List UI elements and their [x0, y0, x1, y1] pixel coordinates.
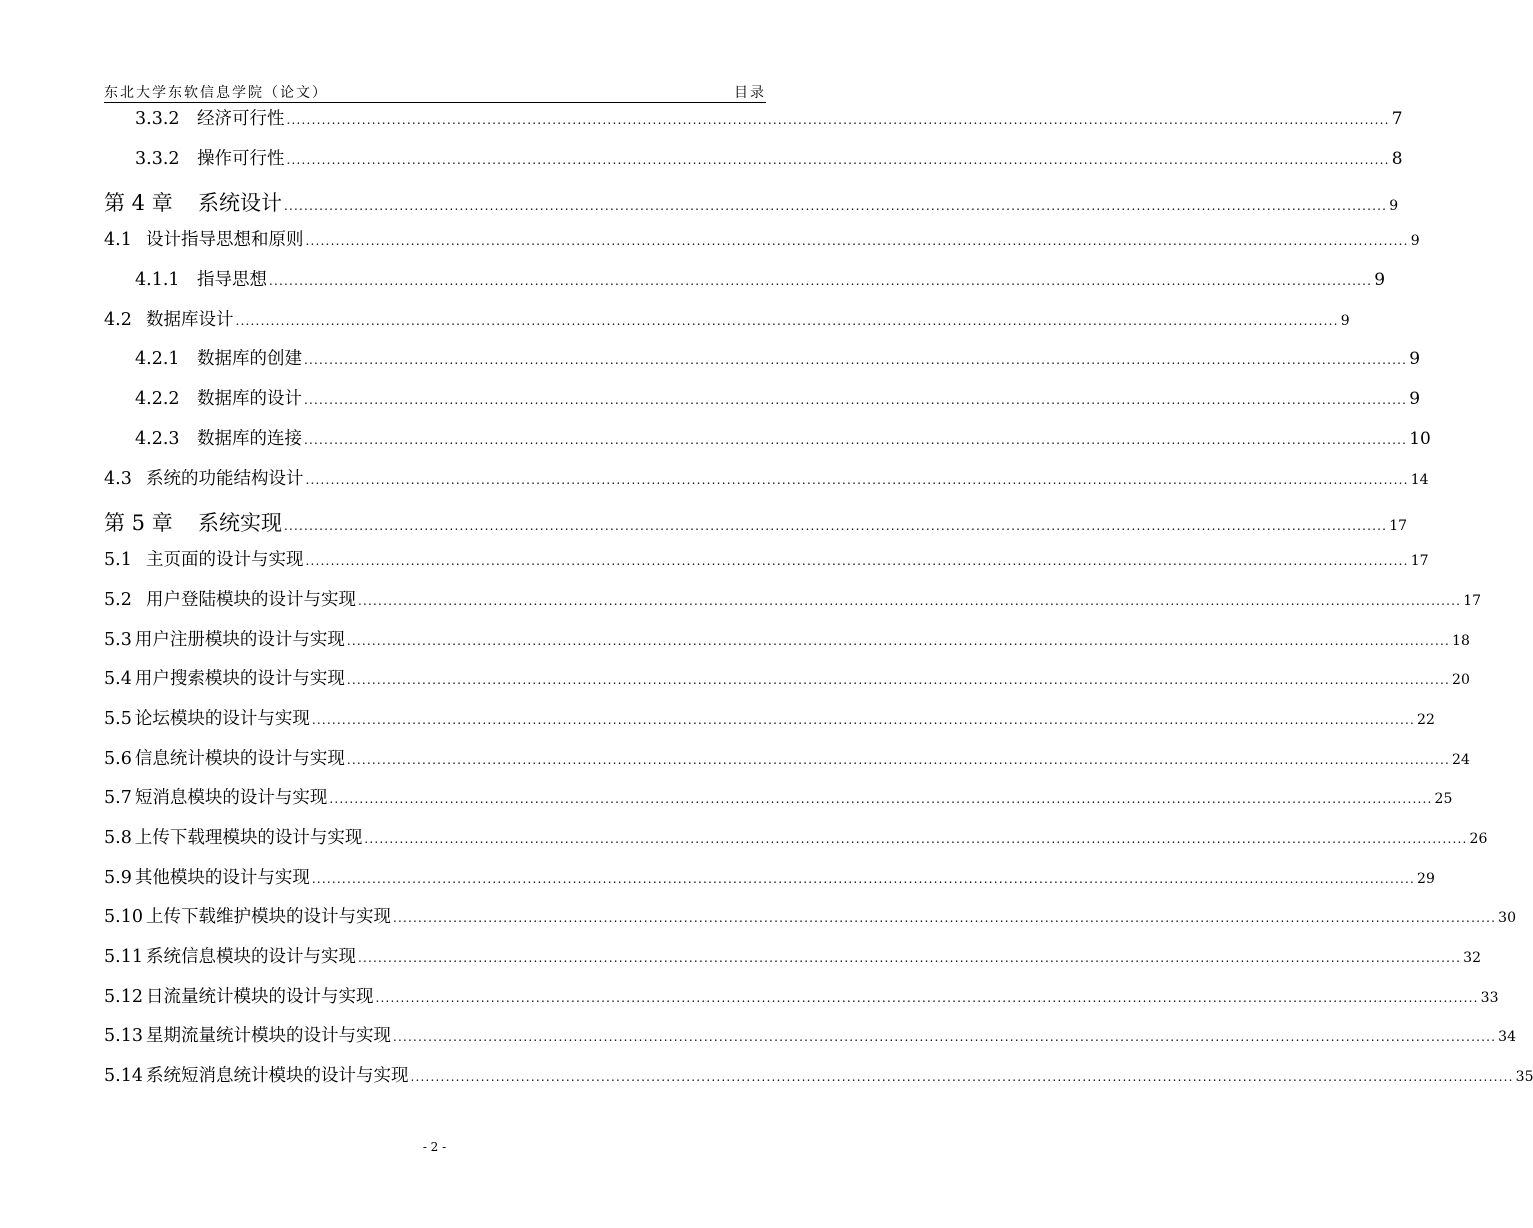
toc-entry-title: 数据库的设计 [197, 389, 302, 410]
toc-entry[interactable] [104, 462, 1429, 502]
toc-entry-text [104, 980, 373, 1014]
toc-leader-dots: ............................................................................................................................................................................................................................ [235, 313, 1339, 328]
toc-entry-text [104, 1019, 391, 1053]
toc-leader-dots: ............................................................................................................................................................................................................................ [392, 1030, 1497, 1045]
toc-entry-number: 5.8 [104, 828, 132, 848]
toc-entry-title: 论坛模块的设计与实现 [134, 708, 310, 729]
toc-entry-page: 8 [1391, 148, 1403, 169]
toc-entry[interactable] [104, 1059, 1533, 1099]
toc-leader-dots: ............................................................................................................................................................................................................................ [305, 234, 1409, 249]
toc-entry-title: 操作可行性 [197, 148, 285, 169]
toc-entry-title: 设计指导思想和原则 [146, 230, 304, 251]
toc-entry-text [104, 543, 304, 577]
toc-entry-number: 5.6 [104, 748, 132, 769]
toc-entry[interactable] [104, 583, 1482, 623]
toc-entry-page: 17 [1463, 592, 1482, 609]
toc-entry-page: 30 [1498, 910, 1516, 927]
toc-entry[interactable] [104, 821, 1488, 861]
toc-entry-page: 24 [1452, 751, 1470, 768]
toc-entry[interactable] [104, 181, 1399, 223]
toc-entry-number: 4.3 [104, 468, 132, 489]
toc-entry-page: 9 [1340, 312, 1350, 329]
page-number: - 2 - [422, 1140, 447, 1154]
toc-entry-number: 4.2.1 [135, 349, 180, 370]
toc-entry-page: 29 [1417, 870, 1435, 887]
toc-leader-dots: ............................................................................................................................................................................................................................ [305, 554, 1409, 569]
toc-entry-text [104, 462, 304, 496]
toc-entry-number: 5.3 [104, 629, 132, 650]
toc-entry-text [104, 501, 282, 545]
running-header [104, 80, 766, 103]
toc-entry-title: 数据库设计 [146, 309, 234, 330]
toc-leader-dots: ............................................................................................................................................................................................................................ [392, 911, 1497, 926]
toc-entry-title: 系统实现 [198, 511, 282, 536]
toc-leader-dots: ............................................................................................................................................................................................................................ [304, 432, 1408, 447]
toc-entry-number: 3.3.2 [135, 109, 180, 129]
toc-entry[interactable] [104, 102, 1403, 142]
toc-entry-page: 35 [1515, 1069, 1533, 1086]
toc-entry-title: 上传下载理模块的设计与实现 [134, 828, 363, 848]
toc-entry-number: 4.2.2 [135, 389, 180, 410]
toc-entry-text [104, 662, 345, 696]
toc-entry-title: 数据库的创建 [197, 349, 302, 370]
toc-entry-number: 5.9 [104, 867, 132, 888]
toc-entry-text [104, 821, 362, 855]
toc-entry-page: 22 [1417, 711, 1435, 728]
toc-entry[interactable] [104, 781, 1453, 821]
toc-entry-title: 上传下载维护模块的设计与实现 [145, 907, 391, 928]
toc-entry-text [104, 781, 327, 815]
toc-entry-page: 14 [1410, 471, 1429, 488]
toc-entry-page: 7 [1391, 109, 1403, 129]
toc-entry-text [104, 900, 391, 934]
toc-entry[interactable] [104, 223, 1420, 263]
toc-entry-page: 34 [1498, 1029, 1516, 1046]
toc-entry-number: 5.10 [104, 907, 143, 928]
toc-entry-page: 18 [1452, 632, 1470, 649]
toc-entry-text [135, 422, 302, 456]
toc-leader-dots: ............................................................................................................................................................................................................................ [346, 752, 1451, 767]
toc-entry-page: 32 [1463, 950, 1481, 967]
toc-entry-title: 日流量统计模块的设计与实现 [145, 986, 374, 1007]
toc-entry-page: 17 [1389, 518, 1408, 535]
toc-entry[interactable] [104, 342, 1421, 382]
toc-entry-number: 4.2.3 [135, 428, 180, 449]
toc-entry-text [135, 263, 267, 297]
toc-entry-number: 3.3.2 [135, 148, 180, 169]
toc-entry-title: 用户登陆模块的设计与实现 [146, 589, 356, 610]
toc-entry-title: 短消息模块的设计与实现 [134, 788, 328, 809]
toc-entry-title: 其他模块的设计与实现 [134, 867, 310, 888]
toc-entry[interactable] [104, 303, 1350, 343]
toc-entry[interactable] [104, 501, 1408, 543]
toc-entry-page: 17 [1410, 553, 1429, 570]
toc-entry-page: 10 [1409, 428, 1431, 449]
toc-leader-dots: ............................................................................................................................................................................................................................ [410, 1070, 1514, 1085]
toc-entry[interactable] [104, 1019, 1516, 1059]
toc-entry[interactable] [104, 422, 1431, 462]
toc-entry-page: 26 [1469, 831, 1488, 847]
toc-entry-title: 数据库的连接 [197, 428, 302, 449]
toc-leader-dots: ............................................................................................................................................................................................................................ [305, 472, 1409, 487]
toc-leader-dots: ............................................................................................................................................................................................................................ [286, 113, 1390, 127]
toc-entry[interactable] [104, 382, 1421, 422]
toc-entry[interactable] [104, 142, 1403, 182]
toc-entry-title: 系统信息模块的设计与实现 [145, 947, 356, 968]
toc-leader-dots: ............................................................................................................................................................................................................................ [358, 593, 1462, 608]
toc-entry-number: 5.14 [104, 1066, 143, 1087]
toc-entry-text [135, 382, 302, 416]
toc-entry-text [104, 861, 310, 895]
toc-entry-text [104, 702, 310, 736]
toc-entry-number: 5.12 [104, 986, 143, 1007]
toc-leader-dots: ............................................................................................................................................................................................................................ [375, 990, 1479, 1005]
toc-entry-title: 系统设计 [198, 191, 282, 216]
toc-entry-number: 5.5 [104, 708, 132, 729]
toc-entry[interactable] [104, 702, 1435, 742]
header-section-title: 目录 [734, 85, 766, 101]
toc-leader-dots: ............................................................................................................................................................................................................................ [284, 519, 1388, 534]
toc-entry[interactable] [104, 263, 1386, 303]
toc-entry-page: 20 [1452, 672, 1470, 689]
toc-entry-number: 5.2 [104, 589, 132, 610]
toc-entry-text [104, 623, 345, 657]
toc-entry-title: 指导思想 [197, 270, 267, 291]
toc-entry-page: 33 [1480, 989, 1499, 1006]
toc-leader-dots: ............................................................................................................................................................................................................................ [357, 951, 1462, 966]
toc-leader-dots: ............................................................................................................................................................................................................................ [364, 832, 1468, 846]
toc-entry-text [104, 742, 345, 776]
toc-entry-text [104, 181, 282, 225]
toc-entry-page: 25 [1434, 791, 1453, 808]
toc-entry[interactable] [104, 623, 1470, 663]
toc-entry-text [104, 303, 234, 337]
toc-entry-title: 经济可行性 [197, 109, 285, 129]
toc-leader-dots: ............................................................................................................................................................................................................................ [346, 673, 1451, 688]
toc-entry-number: 第 5 章 [104, 511, 173, 536]
table-of-contents [104, 102, 1533, 1099]
toc-entry-page: 9 [1409, 389, 1421, 410]
toc-entry-page: 9 [1389, 198, 1399, 215]
header-institution: 东北大学东软信息学院（论文） [104, 85, 328, 101]
toc-entry-title: 用户注册模块的设计与实现 [134, 629, 345, 650]
toc-entry-number: 5.11 [104, 947, 143, 968]
toc-entry-number: 第 4 章 [104, 191, 173, 216]
toc-entry-page: 9 [1374, 270, 1386, 291]
toc-entry-number: 5.1 [104, 550, 132, 571]
toc-leader-dots: ............................................................................................................................................................................................................................ [346, 633, 1451, 648]
toc-entry[interactable] [104, 861, 1435, 901]
toc-leader-dots: ............................................................................................................................................................................................................................ [311, 871, 1416, 886]
toc-entry-page: 9 [1410, 233, 1420, 250]
toc-entry-text [135, 342, 302, 376]
toc-entry-text [104, 1059, 408, 1093]
toc-entry-text [104, 583, 356, 617]
toc-entry-number: 5.4 [104, 669, 132, 690]
toc-entry[interactable] [104, 980, 1499, 1020]
toc-entry-number: 4.1 [104, 230, 132, 251]
toc-entry-text [135, 142, 285, 176]
toc-leader-dots: ............................................................................................................................................................................................................................ [284, 199, 1388, 214]
toc-entry-text [104, 940, 356, 974]
toc-entry[interactable] [104, 662, 1470, 702]
toc-entry-text [104, 223, 304, 257]
toc-leader-dots: ............................................................................................................................................................................................................................ [269, 274, 1373, 289]
toc-entry-title: 星期流量统计模块的设计与实现 [145, 1026, 391, 1047]
toc-entry-title: 信息统计模块的设计与实现 [134, 748, 345, 769]
toc-leader-dots: ............................................................................................................................................................................................................................ [304, 353, 1408, 368]
toc-entry-page: 9 [1409, 349, 1421, 370]
toc-entry-title: 系统的功能结构设计 [146, 468, 304, 489]
toc-entry-text [135, 102, 285, 136]
toc-entry-title: 系统短消息统计模块的设计与实现 [145, 1066, 409, 1087]
toc-leader-dots: ............................................................................................................................................................................................................................ [311, 712, 1416, 727]
toc-entry-number: 4.1.1 [135, 270, 180, 291]
toc-entry-number: 5.13 [104, 1026, 143, 1047]
toc-leader-dots: ............................................................................................................................................................................................................................ [329, 792, 1433, 807]
toc-leader-dots: ............................................................................................................................................................................................................................ [304, 393, 1408, 408]
toc-entry[interactable] [104, 742, 1470, 782]
toc-entry[interactable] [104, 543, 1429, 583]
toc-entry[interactable] [104, 940, 1481, 980]
toc-entry-title: 主页面的设计与实现 [146, 550, 304, 571]
toc-entry-number: 5.7 [104, 788, 132, 809]
toc-entry-number: 4.2 [104, 309, 132, 330]
toc-entry[interactable] [104, 900, 1516, 940]
toc-entry-title: 用户搜索模块的设计与实现 [134, 669, 345, 690]
toc-leader-dots: ............................................................................................................................................................................................................................ [286, 152, 1390, 167]
